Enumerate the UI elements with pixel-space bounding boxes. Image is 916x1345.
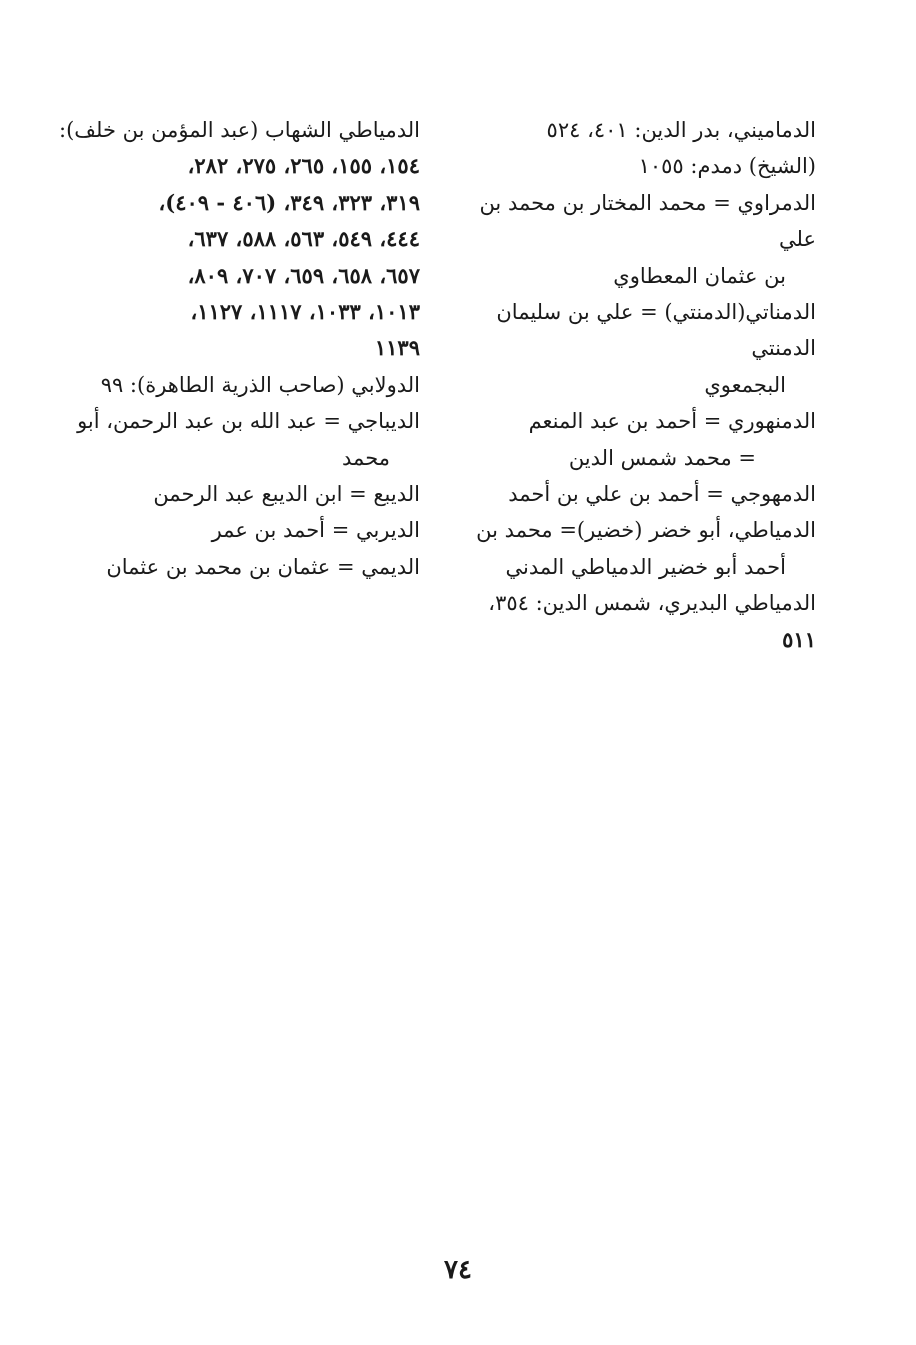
index-entry bbox=[448, 512, 816, 585]
index-entry bbox=[448, 585, 816, 658]
entry-continuation: بن عثمان المعطاوي bbox=[613, 263, 786, 288]
index-entry bbox=[448, 476, 816, 512]
entry-continuation: أحمد أبو خضير الدمياطي المدني bbox=[505, 554, 786, 579]
index-entry bbox=[448, 185, 816, 294]
entry-line: الديربي = أحمد بن عمر bbox=[211, 518, 420, 543]
entry-line: الدمياطي، أبو خضر (خضير)= محمد بن bbox=[476, 518, 816, 543]
index-entry bbox=[58, 549, 420, 585]
right-column bbox=[448, 112, 816, 658]
entry-line: الدمياطي البديري، شمس الدين: ٣٥٤، bbox=[488, 591, 816, 616]
entry-line: الدولابي (صاحب الذرية الطاهرة): ٩٩ bbox=[100, 372, 420, 397]
entry-line: الدمنهوري = أحمد بن عبد المنعم bbox=[528, 409, 816, 434]
index-entry bbox=[448, 403, 816, 476]
entry-continuation: = محمد شمس الدين bbox=[568, 445, 756, 470]
entry-line: الديباجي = عبد الله بن عبد الرحمن، أبو bbox=[77, 409, 420, 434]
entry-line: الديبع = ابن الديبع عبد الرحمن bbox=[153, 482, 420, 507]
index-entry bbox=[58, 512, 420, 548]
page-refs-line: ١٠١٣، ١٠٣٣، ١١١٧، ١١٢٧، bbox=[190, 299, 420, 325]
entry-line: الديمي = عثمان بن محمد بن عثمان bbox=[106, 554, 420, 579]
entry-line: الدمناتي(الدمنتي) = علي بن سليمان الدمنتي bbox=[496, 300, 816, 361]
entry-line: الدمراوي = محمد المختار بن محمد بن علي bbox=[479, 190, 816, 252]
entry-line: (الشيخ) دمدم: ١٠٥٥ bbox=[638, 154, 816, 179]
page-refs-line: ٤٤٤، ٥٤٩، ٥٦٣، ٥٨٨، ٦٣٧، bbox=[187, 226, 420, 252]
entry-continuation: البجمعوي bbox=[704, 372, 786, 397]
entry-line: الدمهوجي = أحمد بن علي بن أحمد bbox=[508, 482, 816, 507]
entry-continuation: ٥١١ bbox=[782, 626, 816, 652]
entry-continuation: محمد bbox=[342, 445, 390, 470]
page-refs-line: ١٥٤، ١٥٥، ٢٦٥، ٢٧٥، ٢٨٢، bbox=[187, 153, 420, 179]
page-refs-line: ٣١٩، ٣٢٣، ٣٤٩، (٤٠٦ - ٤٠٩)، bbox=[158, 189, 420, 215]
page-refs-line: ٦٥٧، ٦٥٨، ٦٥٩، ٧٠٧، ٨٠٩، bbox=[187, 262, 420, 288]
index-entry bbox=[58, 367, 420, 403]
index-entry bbox=[58, 403, 420, 476]
index-entry bbox=[448, 294, 816, 403]
index-entry bbox=[58, 112, 420, 367]
entry-line: الدمياطي الشهاب (عبد المؤمن بن خلف): bbox=[59, 118, 420, 142]
index-entry bbox=[448, 112, 816, 185]
entry-line: الدماميني، بدر الدين: ٤٠١، ٥٢٤ bbox=[546, 118, 816, 142]
page-number: ٧٤ bbox=[444, 1255, 472, 1285]
page-refs-line: ١١٣٩ bbox=[374, 335, 420, 361]
index-entry bbox=[58, 476, 420, 512]
left-column bbox=[58, 112, 420, 585]
